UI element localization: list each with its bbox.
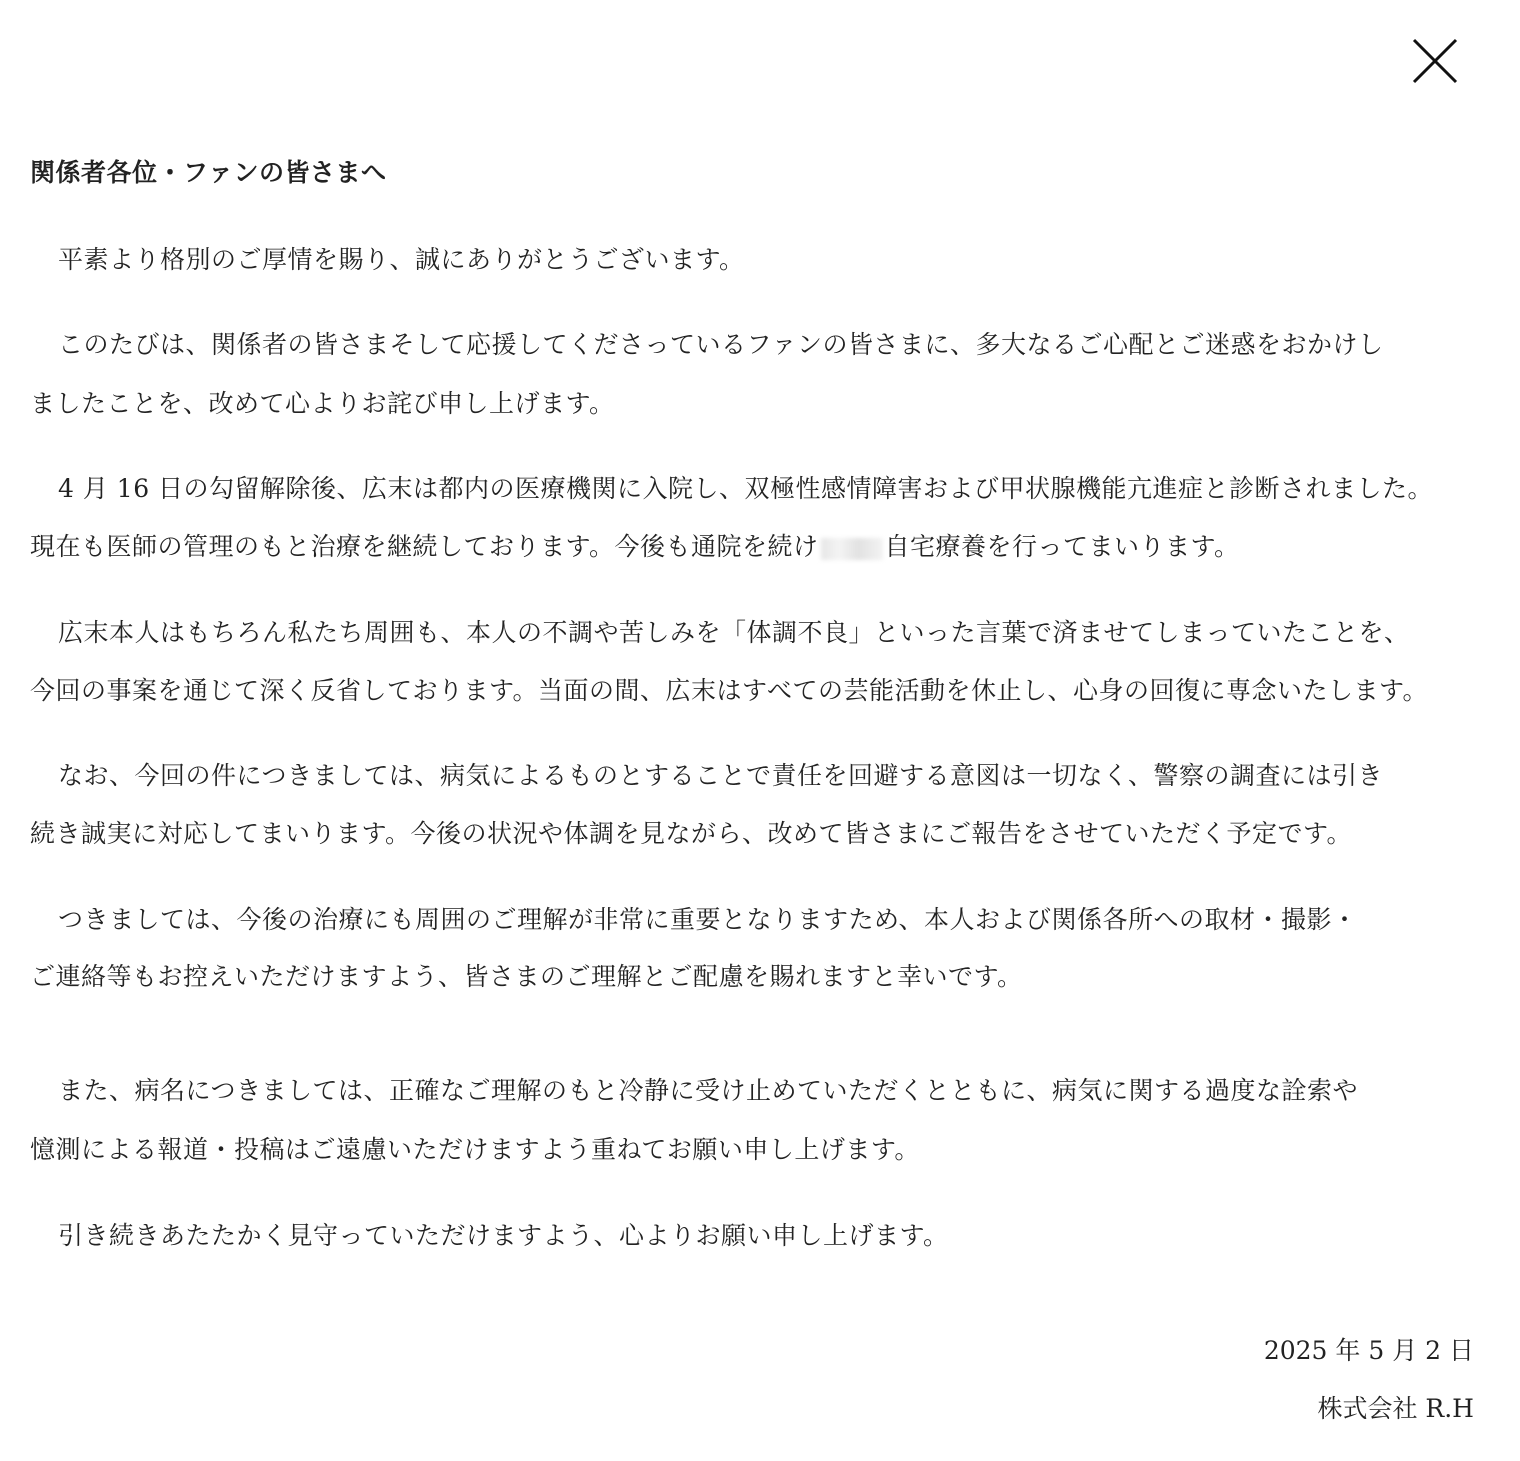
paragraph-line: 4 月 16 日の勾留解除後、広末は都内の医療機関に入院し、双極性感情障害および甲状腺機能亢進症と診断されました。 [58, 474, 1434, 503]
paragraph-line [30, 530, 1240, 564]
close-button[interactable] [1406, 32, 1464, 90]
paragraph-line: このたびは、関係者の皆さまそして応援してくださっているファンの皆さまに、多大なるご心配とご迷惑をおかけし [58, 330, 1384, 359]
paragraph-line: つきましては、今後の治療にも周囲のご理解が非常に重要となりますため、本人および関係各所への取材・撮影・ [58, 905, 1358, 934]
paragraph-line: ご連絡等もお控えいただけますよう、皆さまのご理解とご配慮を賜れますと幸いです。 [30, 962, 1023, 991]
paragraph-line: 広末本人はもちろん私たち周囲も、本人の不調や苦しみを「体調不良」といった言葉で済ませてしまっていたことを、 [58, 618, 1410, 647]
close-icon [1406, 32, 1464, 90]
paragraph-line: 憶測による報道・投稿はご遠慮いただけますよう重ねてお願い申し上げます。 [30, 1135, 920, 1164]
paragraph-line: 今回の事案を通じて深く反省しております。当面の間、広末はすべての芸能活動を休止し、心身の回復に専念いたします。 [30, 676, 1429, 705]
paragraph-line: なお、今回の件につきましては、病気によるものとすることで責任を回避する意図は一切なく、警察の調査には引き [58, 761, 1384, 790]
paragraph-line: 続き誠実に対応してまいります。今後の状況や体調を見ながら、改めて皆さまにご報告をさせていただく予定です。 [30, 819, 1353, 848]
paragraph-text: 現在も医師の管理のもと治療を継続しております。今後も通院を続け [30, 532, 819, 561]
paragraph-line: ましたことを、改めて心よりお詫び申し上げます。 [30, 389, 615, 418]
blurred-text [821, 538, 883, 560]
paragraph-line: 引き続きあたたかく見守っていただけますよう、心よりお願い申し上げます。 [58, 1221, 949, 1250]
company-signature: 株式会社 R.H [1317, 1394, 1474, 1423]
greeting-heading: 関係者各位・ファンの皆さまへ [30, 158, 387, 187]
paragraph-line: また、病名につきましては、正確なご理解のもと冷静に受け止めていただくとともに、病気に関する過度な詮索や [58, 1076, 1359, 1105]
paragraph-text: 自宅療養を行ってまいります。 [884, 532, 1240, 561]
notice-date: 2025 年 5 月 2 日 [1263, 1336, 1474, 1365]
paragraph-line: 平素より格別のご厚情を賜り、誠にありがとうございます。 [58, 245, 745, 274]
